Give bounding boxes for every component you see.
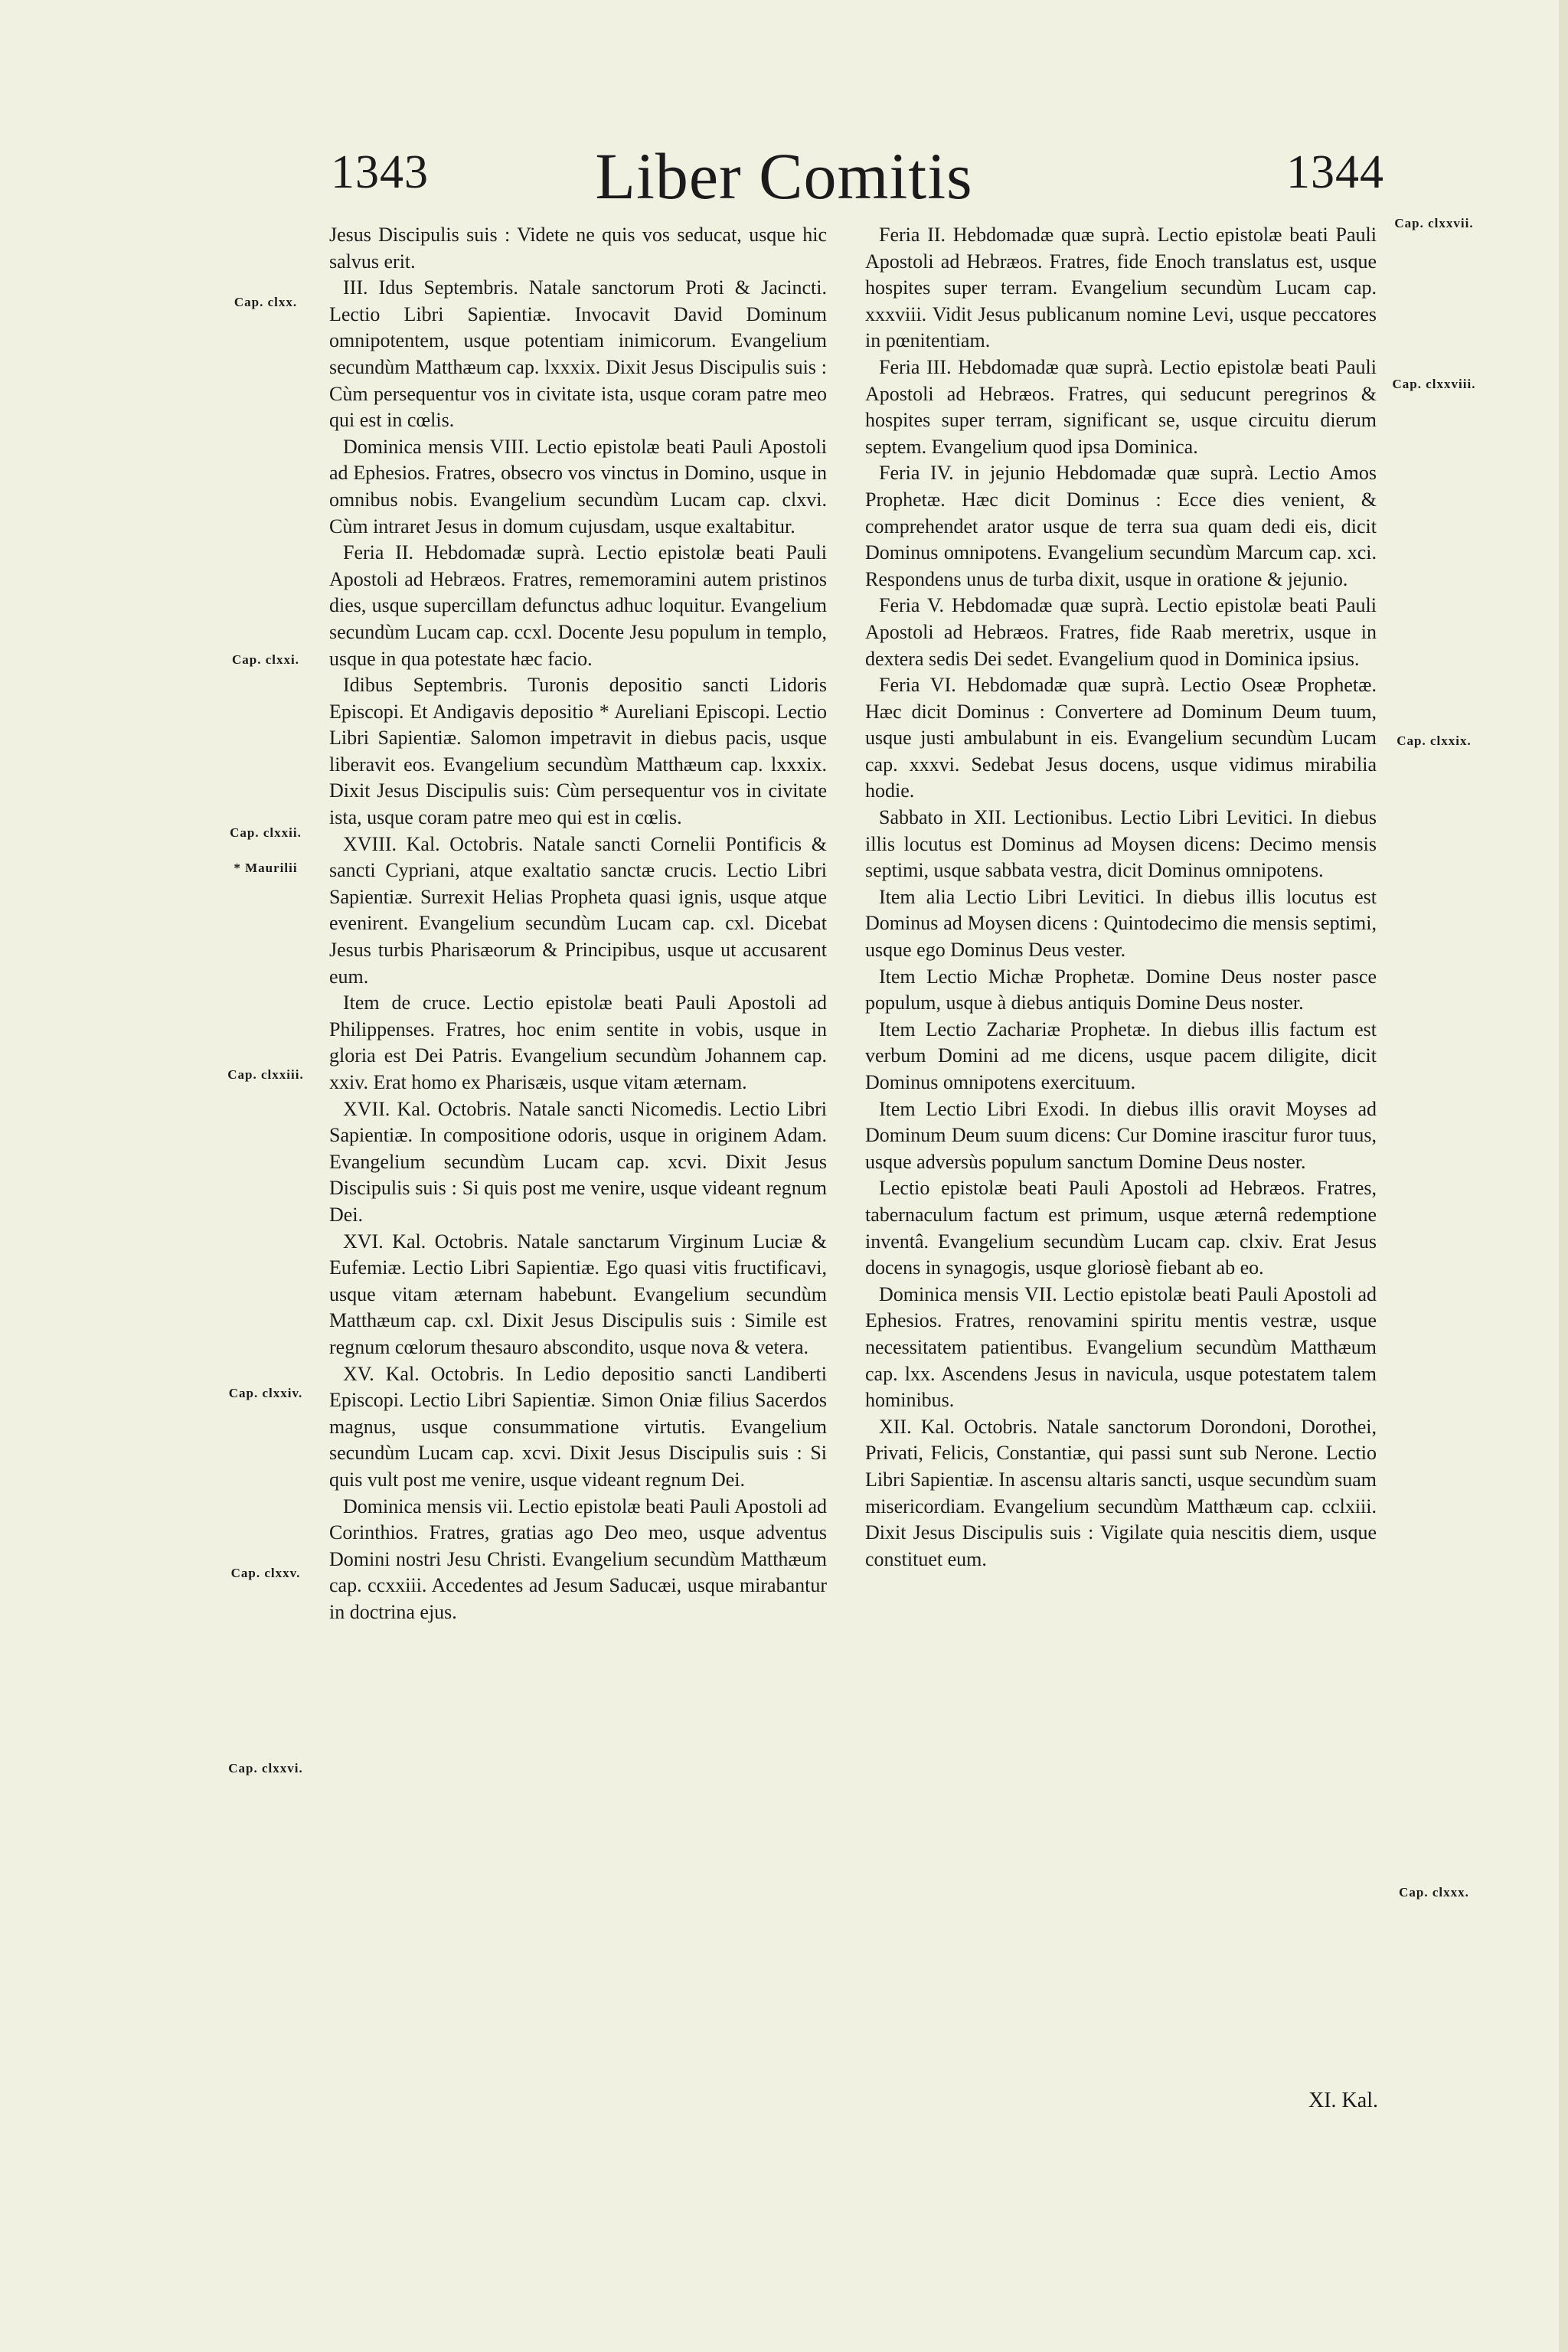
paragraph: Feria VI. Hebdomadæ quæ suprà. Lectio Oseæ Prophetæ. Hæc dicit Dominus : Convertere ad Dominum Deum tuum, usque justi ambulabunt in eis. Evangelium secundùm Lucam cap. xxxvi. Sedebat Jesus docens, usque vidimus mirabilia hodie. [865,674,1377,802]
margin-note: Cap. clxxiv. [228,1386,303,1400]
paragraph: Dominica mensis vii. Lectio epistolæ beati Pauli Apostoli ad Corinthios. Fratres, gratias ago Deo meo, usque adventus Domini nostri Jesu Christi. Evangelium secundùm Matthæum cap. ccxxiii. Accedentes ad Jesum Saducæi, usque mirabantur in doctrina ejus. [329,1494,827,1623]
paragraph: Item Lectio Michæ Prophetæ. Domine Deus noster pasce populum, usque à diebus antiquis Domine Deus noster. [865,965,1377,1014]
margin-note: Cap. clxxiii. [227,1067,304,1082]
paragraph: XVII. Kal. Octobris. Natale sancti Nicomedis. Lectio Libri Sapientiæ. In compositione odoris, usque in originem Adam. Evangelium secundùm Lucam cap. xcvi. Dixit Jesus Discipulis suis : Si quis post me venire, usque videant regnum Dei. [329,1097,827,1226]
paragraph: Lectio epistolæ beati Pauli Apostoli ad Hebræos. Fratres, tabernaculum factum est primum, usque æternâ redemptione inventâ. Evangelium secundùm Lucam cap. clxiv. Erat Jesus docens in synagogis, usque gloriosè fiebant ab eo. [865,1177,1377,1279]
left-column [329,222,827,1625]
paragraph: Feria V. Hebdomadæ quæ suprà. Lectio epistolæ beati Pauli Apostoli ad Hebræos. Fratres, fide Raab meretrix, usque in dextera sedis Dei sedet. Evangelium quod in Dominica ipsius. [865,594,1377,670]
paragraph: Dominica mensis VIII. Lectio epistolæ beati Pauli Apostoli ad Ephesios. Fratres, obsecro vos vinctus in Domino, usque in omnibus nobis. Evangelium secundùm Lucam cap. clxvi. Cùm intraret Jesus in domum cujusdam, usque exaltabitur. [329,435,827,537]
page-number-right: 1344 [1286,146,1384,198]
paragraph: Dominica mensis VII. Lectio epistolæ beati Pauli Apostoli ad Ephesios. Fratres, renovamini spiritu mentis vestræ, usque necessitatem patientibus. Evangelium secundùm Matthæum cap. lxx. Ascendens Jesus in navicula, usque potestatem talem hominibus. [865,1282,1377,1412]
paragraph: XII. Kal. Octobris. Natale sanctorum Dorondoni, Dorothei, Privati, Felicis, Constantiæ, qui passi sunt sub Nerone. Lectio Libri Sapientiæ. In ascensu altaris sancti, usque secundùm suam misericordiam. Evangelium secundùm Matthæum cap. cclxiii. Dixit Jesus Discipulis suis : Vigilate quia nescitis diem, usque constituet eum. [865,1415,1377,1570]
paragraph: Feria III. Hebdomadæ quæ suprà. Lectio epistolæ beati Pauli Apostoli ad Hebræos. Fratres, qui seducunt peregrinos & hospites super terram, significant se, usque circuitu dierum septem. Evangelium quod ipsa Dominica. [865,355,1377,458]
paragraph: III. Idus Septembris. Natale sanctorum Proti & Jacincti. Lectio Libri Sapientiæ. Invocavit David Dominum omnipotentem, usque potentiam inimicorum. Evangelium secundùm Matthæum cap. lxxxix. Dixit Jesus Discipulis suis : Cùm persequentur vos in civitate ista, usque coram patre meo qui est in cœlis. [329,276,827,432]
margin-note: Cap. clxx. [234,295,298,309]
catchword: XI. Kal. [1308,2089,1378,2112]
paragraph: Feria II. Hebdomadæ quæ suprà. Lectio epistolæ beati Pauli Apostoli ad Hebræos. Fratres, fide Enoch translatus est, usque hospites super terram. Evangelium secundùm Lucam cap. xxxviii. Vidit Jesus publicanum nomine Levi, usque peccatores in pœnitentiam. [865,224,1377,352]
paragraph: XVIII. Kal. Octobris. Natale sancti Cornelii Pontificis & sancti Cypriani, atque exaltatio sanctæ crucis. Lectio Libri Sapientiæ. Surrexit Helias Propheta quasi ignis, usque atque evenirent. Evangelium secundùm Lucam cap. cxl. Dicebat Jesus turbis Pharisæorum & Principibus, usque ut accusarent eum. [329,832,827,988]
margin-note: Cap. clxxviii. [1392,377,1476,391]
paragraph: Jesus Discipulis suis : Videte ne quis vos seducat, usque hic salvus erit. [329,224,827,273]
right-column [865,222,1377,1573]
margin-note: Cap. clxxix. [1396,733,1472,748]
paragraph: Item Lectio Libri Exodi. In diebus illis oravit Moyses ad Dominum Deum suum dicens: Cur Domine irascitur furor tuus, usque adversùs populum sanctum Domine Deus noster. [865,1097,1377,1173]
paragraph: Item alia Lectio Libri Levitici. In diebus illis locutus est Dominus ad Moysen dicens : Quintodecimo die mensis septimi, usque ego Dominus Deus vester. [865,885,1377,962]
paragraph: Sabbato in XII. Lectionibus. Lectio Libri Levitici. In diebus illis locutus est Dominus ad Moysen dicens: Decimo mensis septimi, usque sabbata vestra, dicit Dominus omnipotens. [865,806,1377,882]
paragraph: Feria II. Hebdomadæ suprà. Lectio epistolæ beati Pauli Apostoli ad Hebræos. Fratres, rememoramini autem pristinos dies, usque supercillam defunctus adhuc loquitur. Evangelium secundùm Lucam cap. ccxl. Docente Jesu populum in templo, usque in qua potestate hæc facio. [329,541,827,670]
margin-note: * Maurilii [234,861,298,875]
paragraph: XVI. Kal. Octobris. Natale sanctarum Virginum Luciæ & Eufemiæ. Lectio Libri Sapientiæ. Ego quasi vitis fructificavi, usque vitam æternam habebunt. Evangelium secundùm Matthæum cap. cxl. Dixit Jesus Discipulis suis : Simile est regnum cœlorum thesauro abscondito, usque nova & vetera. [329,1230,827,1358]
paragraph: Idibus Septembris. Turonis depositio sancti Lidoris Episcopi. Et Andigavis depositio * Aureliani Episcopi. Lectio Libri Sapientiæ. Salomon impetravit in diebus pacis, usque liberavit eos. Evangelium secundùm Matthæum cap. lxxxix. Dixit Jesus Discipulis suis: Cùm persequentur vos in civitate ista, usque coram patre meo qui est in cœlis. [329,674,827,829]
paragraph: XV. Kal. Octobris. In Ledio depositio sancti Landiberti Episcopi. Lectio Libri Sapientiæ. Simon Oniæ filius Sacerdos magnus, usque consummatione virtutis. Evangelium secundùm Lucam cap. xcvi. Dixit Jesus Discipulis suis : Si quis vult post me venire, usque videant regnum Dei. [329,1362,827,1491]
paragraph: Item Lectio Zachariæ Prophetæ. In diebus illis factum est verbum Domini ad me dicens, usque pacem diligite, dicit Dominus omnipotens exercituum. [865,1018,1377,1093]
margin-note: Cap. clxxvi. [228,1761,303,1775]
margin-note: Cap. clxxi. [232,652,299,667]
paragraph: Feria IV. in jejunio Hebdomadæ quæ suprà. Lectio Amos Prophetæ. Hæc dicit Dominus : Ecce dies venient, & comprehendet arator usque de terra sua quam dedi eis, dicit Dominus omnipotens. Evangelium secundùm Marcum cap. xci. Respondens unus de turba dixit, usque in oratione & jejunio. [865,462,1377,590]
margin-note: Cap. clxxii. [230,825,302,840]
paragraph: Item de cruce. Lectio epistolæ beati Pauli Apostoli ad Philippenses. Fratres, hoc enim sentite in vobis, usque in gloria est Dei Patris. Evangelium secundùm Johannem cap. xxiv. Erat homo ex Pharisæis, usque vitam æternam. [329,991,827,1093]
margin-note: Cap. clxxvii. [1394,216,1474,230]
margin-note: Cap. clxxx. [1399,1885,1469,1900]
page-edge [1559,0,1568,2352]
margin-note: Cap. clxxv. [230,1566,301,1580]
running-title: Liber Comitis [595,139,973,213]
page-number-left: 1343 [331,146,429,198]
